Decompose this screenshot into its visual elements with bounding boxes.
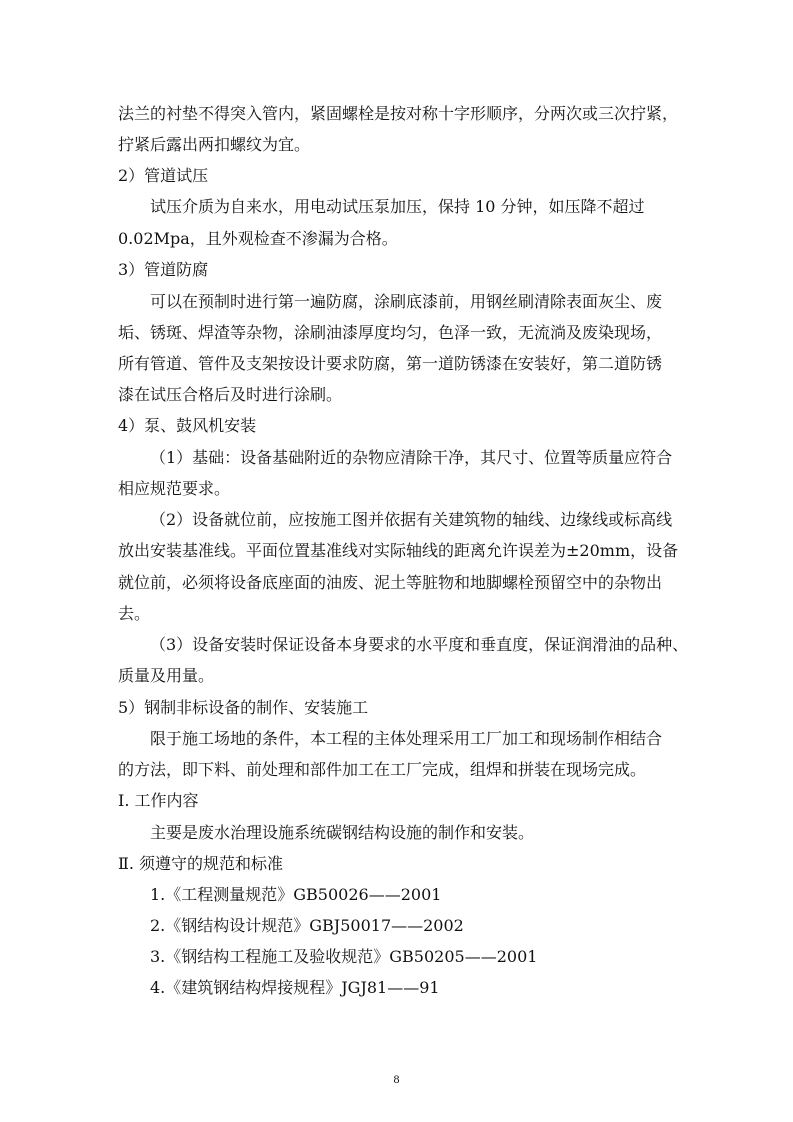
text-line: （2）设备就位前，应按施工图并依据有关建筑物的轴线、边缘线或标高线 — [150, 510, 673, 529]
section-heading: 4）泵、鼓风机安装 — [118, 416, 257, 435]
section-heading: 5）钢制非标设备的制作、安装施工 — [118, 698, 369, 717]
text-line: 所有管道、管件及支架按设计要求防腐，第一道防锈漆在安装好，第二道防锈 — [118, 354, 663, 373]
text-line: 可以在预制时进行第一遍防腐，涂刷底漆前，用钢丝刷清除表面灰尘、废 — [150, 292, 663, 311]
standard-item: 1.《工程测量规范》GB50026——2001 — [150, 885, 442, 904]
standard-item: 2.《钢结构设计规范》GBJ50017——2002 — [150, 916, 464, 935]
section-heading: 3）管道防腐 — [118, 260, 209, 279]
text-line: 质量及用量。 — [118, 666, 215, 685]
text-line: （1）基础：设备基础附近的杂物应清除干净，其尺寸、位置等质量应符合 — [150, 448, 673, 467]
text-line: 去。 — [118, 604, 151, 623]
text-line: 就位前，必须将设备底座面的油废、泥土等脏物和地脚螺栓预留空中的杂物出 — [118, 573, 663, 592]
section-heading: 2）管道试压 — [118, 166, 209, 185]
text-line: 拧紧后露出两扣螺纹为宜。 — [118, 135, 311, 154]
text-line: 漆在试压合格后及时进行涂刷。 — [118, 385, 343, 404]
text-line: 试压介质为自来水，用电动试压泵加压，保持 10 分钟，如压降不超过 — [150, 197, 645, 216]
text-line: 限于施工场地的条件，本工程的主体处理采用工厂加工和现场制作相结合 — [150, 729, 663, 748]
text-line: 法兰的衬垫不得突入管内，紧固螺栓是按对称十字形顺序，分两次或三次拧紧， — [118, 104, 679, 123]
text-line: 相应规范要求。 — [118, 479, 231, 498]
text-line: （3）设备安装时保证设备本身要求的水平度和垂直度，保证润滑油的品种、 — [150, 635, 689, 654]
text-line: 垢、锈斑、焊渣等杂物，涂刷油漆厚度均匀，色泽一致，无流淌及废染现场， — [118, 323, 663, 342]
text-line: 主要是废水治理设施系统碳钢结构设施的制作和安装。 — [150, 823, 535, 842]
section-heading: Ⅱ. 须遵守的规范和标准 — [118, 854, 284, 873]
text-line: 0.02Mpa，且外观检查不渗漏为合格。 — [118, 229, 398, 248]
text-line: 放出安装基准线。平面位置基准线对实际轴线的距离允许误差为±20mm，设备 — [118, 541, 679, 560]
text-line: 的方法，即下料、前处理和部件加工在工厂完成，组焊和拼装在现场完成。 — [118, 760, 647, 779]
page-number: 8 — [393, 1072, 400, 1086]
standard-item: 4.《建筑钢结构焊接规程》JGJ81——91 — [150, 978, 440, 997]
section-heading: Ⅰ. 工作内容 — [118, 791, 199, 810]
standard-item: 3.《钢结构工程施工及验收规范》GB50205——2001 — [150, 947, 538, 966]
